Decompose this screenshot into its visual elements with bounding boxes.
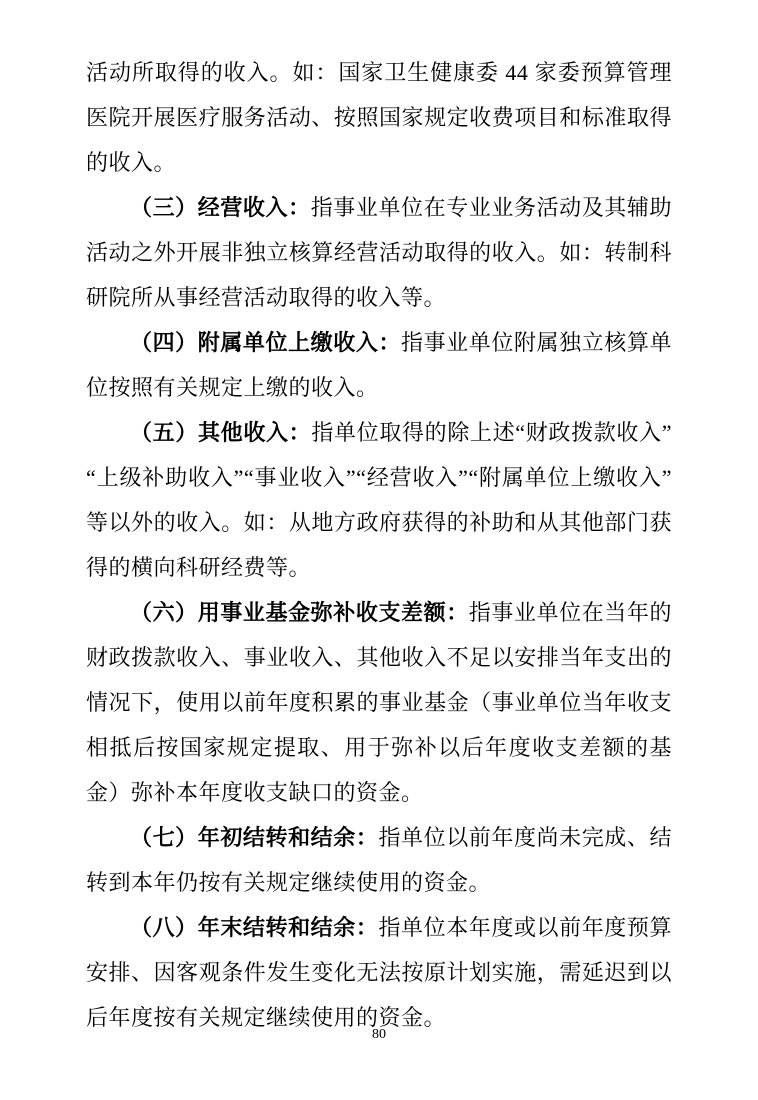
paragraph-heading: （七）年初结转和结余： bbox=[130, 825, 379, 850]
page-number: 80 bbox=[372, 1027, 386, 1042]
paragraph bbox=[86, 590, 672, 815]
paragraph-text: 指事业单位附属独立核算单位按照有关规定上缴的收入。 bbox=[86, 330, 672, 400]
paragraph-heading: （四）附属单位上缴收入： bbox=[130, 330, 402, 355]
paragraph-text: 指单位以前年度尚未完成、结转到本年仍按有关规定继续使用的资金。 bbox=[86, 825, 672, 895]
paragraph bbox=[86, 410, 672, 590]
paragraph-heading: （五）其他收入： bbox=[130, 420, 312, 445]
paragraph-heading: （六）用事业基金弥补收支差额： bbox=[130, 600, 469, 625]
paragraph-text: 活动所取得的收入。如：国家卫生健康委 44 家委预算管理医院开展医疗服务活动、按照国家规定收费项目和标准取得的收入。 bbox=[86, 60, 672, 175]
paragraph-heading: （八）年末结转和结余： bbox=[130, 915, 379, 940]
paragraph-text: 指事业单位在当年的财政拨款收入、事业收入、其他收入不足以安排当年支出的情况下，使用以前年度积累的事业基金（事业单位当年收支相抵后按国家规定提取、用于弥补以后年度收支差额的基金）弥补本年度收支缺口的资金。 bbox=[86, 600, 672, 805]
paragraph bbox=[86, 320, 672, 410]
paragraph-text: 指单位取得的除上述“财政拨款收入”“上级补助收入”“事业收入”“经营收入”“附属单位上缴收入”等以外的收入。如：从地方政府获得的补助和从其他部门获得的横向科研经费等。 bbox=[86, 420, 672, 580]
paragraph bbox=[86, 815, 672, 905]
paragraph-text: 指事业单位在专业业务活动及其辅助活动之外开展非独立核算经营活动取得的收入。如：转制科研院所从事经营活动取得的收入等。 bbox=[86, 195, 672, 310]
paragraph-heading: （三）经营收入： bbox=[130, 195, 311, 220]
paragraph-text: 指单位本年度或以前年度预算安排、因客观条件发生变化无法按原计划实施，需延迟到以后年度按有关规定继续使用的资金。 bbox=[86, 915, 672, 1030]
paragraph bbox=[86, 905, 672, 1040]
page-body bbox=[86, 50, 672, 1040]
paragraph bbox=[86, 185, 672, 320]
paragraph bbox=[86, 50, 672, 185]
